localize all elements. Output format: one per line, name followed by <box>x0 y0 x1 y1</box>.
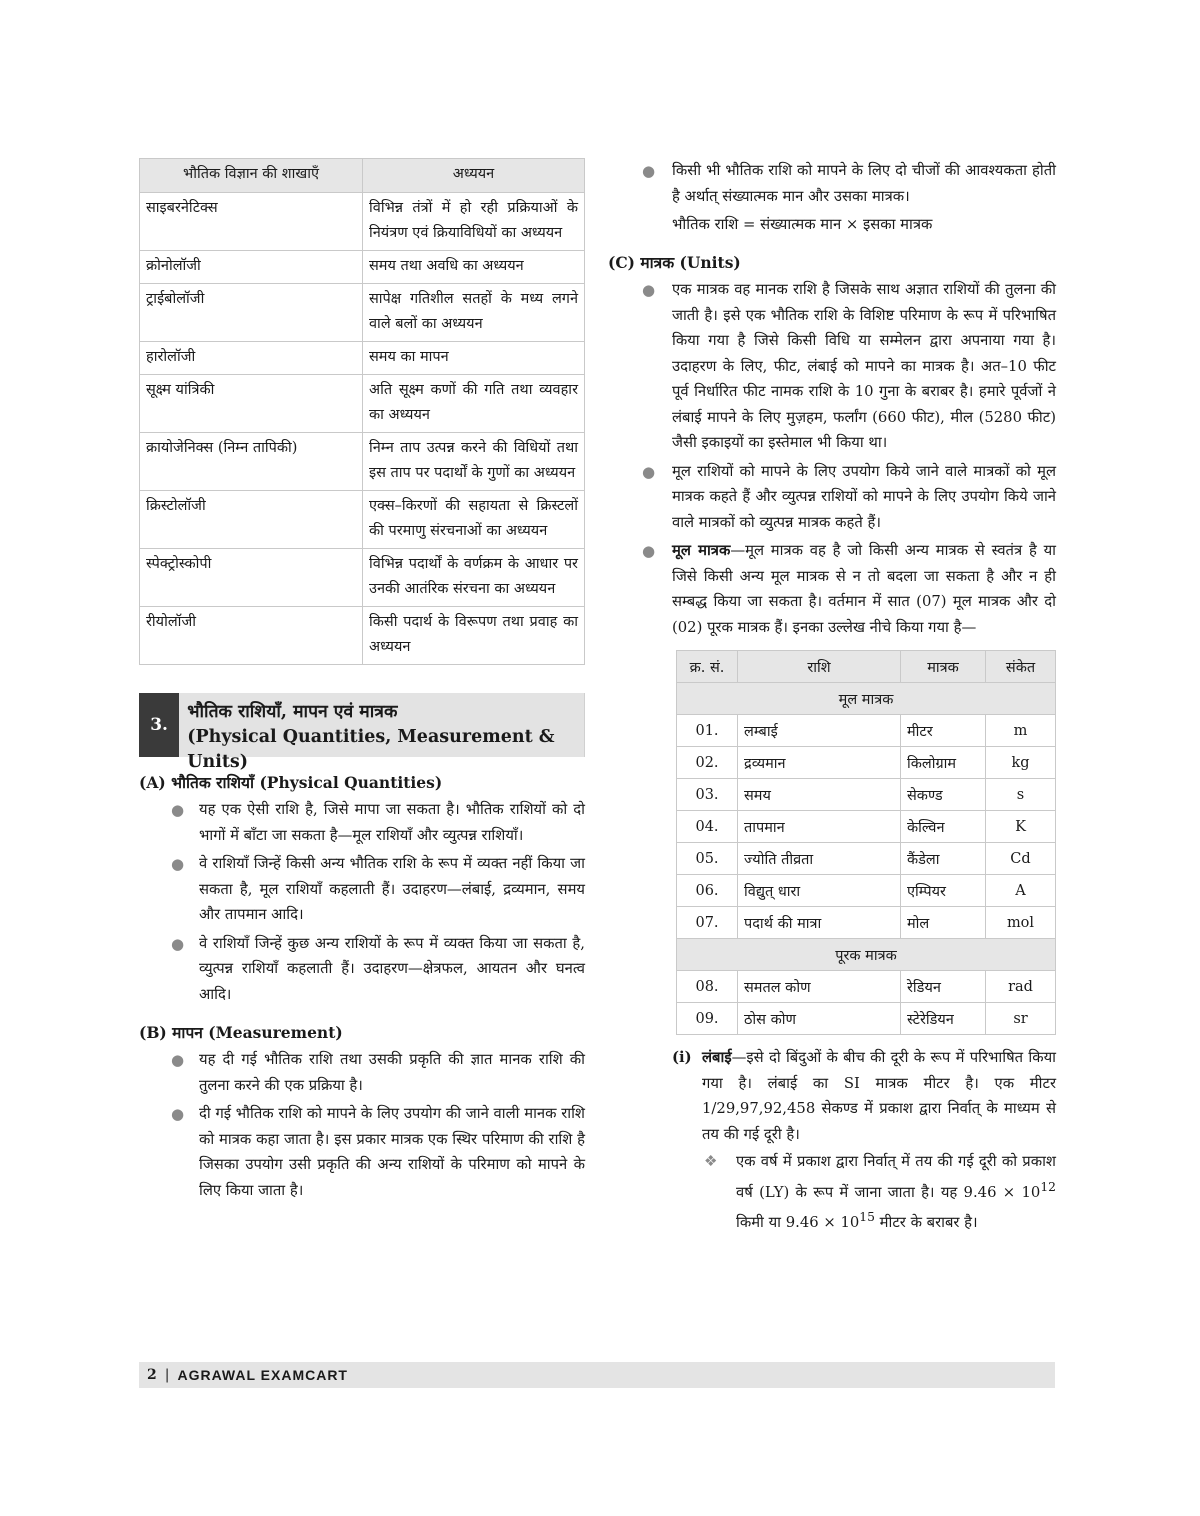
subsection-a-list <box>139 797 585 1007</box>
branch-name: हारोलॉजी <box>140 342 363 375</box>
table-row <box>140 375 585 433</box>
symbol: s <box>986 779 1056 811</box>
branch-study: किसी पदार्थ के विरूपण तथा प्रवाह का अध्ययन <box>363 607 585 665</box>
bullet-text: वे राशियाँ जिन्हें कुछ अन्य राशियों के रूप में व्यक्त किया जा सकता है, व्युत्पन्न राशियाँ कहलाती हैं। उदाहरण—क्षेत्रफल, आयतन और घनत्व आदि। <box>199 934 585 1003</box>
bullet-text: किसी भी भौतिक राशि को मापने के लिए दो चीजों की आवश्यकता होती है अर्थात् संख्यात्मक मान और उसका मात्रक। <box>672 162 1056 205</box>
table-row <box>677 971 1056 1003</box>
table-row <box>677 875 1056 907</box>
column-header: क्र. सं. <box>677 651 738 683</box>
branch-name: क्रिस्टोलॉजी <box>140 491 363 549</box>
bullet-text: मूल राशियों को मापने के लिए उपयोग किये जाने वाले मात्रकों को मूल मात्रक कहते हैं और व्युत्पन्न राशियों को मापने के लिए उपयोग किये जाने वाले मात्रकों को व्युत्पन्न मात्रक कहते हैं। <box>672 462 1056 531</box>
column-header: मात्रक <box>901 651 986 683</box>
symbol: mol <box>986 907 1056 939</box>
quantity: विद्युत् धारा <box>738 875 901 907</box>
note-text-end: मीटर के बराबर है। <box>874 1213 978 1231</box>
bullet-text: एक मात्रक वह मानक राशि है जिसके साथ अज्ञात राशियों की तुलना की जाती है। इसे एक भौतिक राशि के विशिष्ट परिमाण के रूप में परिभाषित किया गया है जिसे किसी विधि या सम्मेलन द्वारा अपनाया गया है। उदाहरण के लिए, फीट, लंबाई को मापने का मात्रक है। अत–10 फीट पूर्व निर्धारित फीट नामक राशि के 10 गुना के बराबर है। हमारे पूर्वजों ने लंबाई मापने के लिए मुज़हम, फर्लांग (660 फीट), मील (5280 फीट) जैसी इकाइयों का इस्तेमाल भी किया था। <box>672 281 1056 451</box>
symbol: K <box>986 811 1056 843</box>
serial: 05. <box>677 843 738 875</box>
item-label: (i) <box>672 1049 692 1066</box>
brand-logo-text: AGRAWAL EXAMCART <box>177 1367 348 1383</box>
branch-study: सापेक्ष गतिशील सतहों के मध्य लगने वाले बलों का अध्ययन <box>363 284 585 342</box>
table-row <box>677 779 1056 811</box>
list-item <box>608 538 1056 640</box>
unit: मीटर <box>901 715 986 747</box>
branch-study: एक्स–किरणों की सहायता से क्रिस्टलों की परमाणु संरचनाओं का अध्ययन <box>363 491 585 549</box>
symbol: m <box>986 715 1056 747</box>
table-row <box>140 433 585 491</box>
unit: स्टेरेडियन <box>901 1003 986 1035</box>
bullet-icon: ● <box>171 1051 185 1069</box>
item-lead: लंबाई <box>702 1049 732 1066</box>
section-heading <box>139 693 585 772</box>
branch-study: विभिन्न पदार्थों के वर्णक्रम के आधार पर उनकी आतंरिक संरचना का अध्ययन <box>363 549 585 607</box>
section-title-english: (Physical Quantities, Measurement & Units) <box>187 727 555 772</box>
subsection-c-heading: (C) मात्रक (Units) <box>608 253 741 272</box>
section-number: 3. <box>139 693 179 757</box>
branch-study: समय तथा अवधि का अध्ययन <box>363 251 585 284</box>
quantity: द्रव्यमान <box>738 747 901 779</box>
serial: 02. <box>677 747 738 779</box>
bullet-icon: ● <box>642 281 656 299</box>
item-text <box>702 1045 1056 1147</box>
group-row <box>677 939 1056 971</box>
symbol: sr <box>986 1003 1056 1035</box>
subsection-b-heading: (B) मापन (Measurement) <box>139 1023 343 1042</box>
bullet-text: यह दी गई भौतिक राशि तथा उसकी प्रकृति की ज्ञात मानक राशि की तुलना करने की एक प्रक्रिया है। <box>199 1051 585 1094</box>
list-item <box>139 1047 585 1098</box>
group-label: मूल मात्रक <box>677 683 1056 715</box>
page-number: 2 <box>147 1367 157 1383</box>
symbol: kg <box>986 747 1056 779</box>
list-item <box>608 158 1056 209</box>
branch-name: रीयोलॉजी <box>140 607 363 665</box>
list-item <box>139 931 585 1008</box>
equation: भौतिक राशि = संख्यात्मक मान × इसका मात्रक <box>672 216 933 233</box>
diamond-bullet-icon: ❖ <box>704 1153 718 1170</box>
table-row <box>140 549 585 607</box>
bullet-text: वे राशियाँ जिन्हें किसी अन्य भौतिक राशि के रूप में व्यक्त नहीं किया जा सकता है, मूल राशियाँ कहलाती हैं। उदाहरण—लंबाई, द्रव्यमान, समय और तापमान आदि। <box>199 855 585 923</box>
light-year-note <box>608 1149 1056 1235</box>
bullet-icon: ● <box>642 162 656 180</box>
table-row <box>677 843 1056 875</box>
table-row <box>677 747 1056 779</box>
symbol: A <box>986 875 1056 907</box>
bullet-icon: ● <box>171 855 185 873</box>
table-row <box>140 342 585 375</box>
serial: 07. <box>677 907 738 939</box>
unit: रेडियन <box>901 971 986 1003</box>
table-row <box>140 284 585 342</box>
bullet-icon: ● <box>171 1105 185 1123</box>
table-row <box>677 715 1056 747</box>
page-footer <box>139 1362 1055 1388</box>
section-title-hindi: भौतिक राशियाँ, मापन एवं मात्रक <box>187 702 398 722</box>
table-row <box>677 1003 1056 1035</box>
serial: 09. <box>677 1003 738 1035</box>
quantity: तापमान <box>738 811 901 843</box>
unit: मोल <box>901 907 986 939</box>
list-item <box>608 277 1056 456</box>
quantity: पदार्थ की मात्रा <box>738 907 901 939</box>
list-item <box>139 1101 585 1203</box>
exponent: 12 <box>1040 1179 1056 1194</box>
table-header-row <box>677 651 1056 683</box>
subsection-c-list <box>608 277 1056 640</box>
unit: किलोग्राम <box>901 747 986 779</box>
subsection-a-heading: (A) भौतिक राशियाँ (Physical Quantities) <box>139 773 443 792</box>
table-row <box>677 811 1056 843</box>
branch-study: समय का मापन <box>363 342 585 375</box>
bullet-icon: ● <box>642 542 656 560</box>
subsection-b-list <box>139 1047 585 1203</box>
bullet-text: यह एक ऐसी राशि है, जिसे मापा जा सकता है। भौतिक राशियों को दो भागों में बाँटा जा सकता है—मूल राशियाँ और व्युत्पन्न राशियाँ। <box>199 801 585 844</box>
length-item <box>608 1045 1056 1147</box>
bullet-text: दी गई भौतिक राशि को मापने के लिए उपयोग की जाने वाली मानक राशि को मात्रक कहा जाता है। इस प्रकार मात्रक एक स्थिर परिमाण की राशि है जिसका उपयोग उसी प्रकृति की अन्य राशियों के परिमाण को मापने के लिए किया जाता है। <box>199 1105 585 1199</box>
table-row <box>140 251 585 284</box>
serial: 01. <box>677 715 738 747</box>
intro-list <box>608 158 1056 209</box>
column-header: संकेत <box>986 651 1056 683</box>
branch-name: ट्राईबोलॉजी <box>140 284 363 342</box>
branch-study: अति सूक्ष्म कणों की गति तथा व्यवहार का अध्ययन <box>363 375 585 433</box>
bullet-icon: ● <box>642 462 656 481</box>
exponent: 15 <box>859 1209 875 1224</box>
table-row <box>140 607 585 665</box>
unit: केल्विन <box>901 811 986 843</box>
branch-study: विभिन्न तंत्रों में हो रही प्रक्रियाओं के नियंत्रण एवं क्रियाविधियों का अध्ययन <box>363 193 585 251</box>
serial: 03. <box>677 779 738 811</box>
list-item <box>608 459 1056 536</box>
units-table <box>676 650 1056 1035</box>
table-row <box>140 193 585 251</box>
quantity: लम्बाई <box>738 715 901 747</box>
branch-name: साइबरनेटिक्स <box>140 193 363 251</box>
note-text-start: एक वर्ष में प्रकाश द्वारा निर्वात् में तय की गई दूरी को प्रकाश वर्ष (LY) के रूप में जाना जाता है। यह 9.46 × 10 <box>736 1153 1056 1201</box>
unit: कैंडेला <box>901 843 986 875</box>
symbol: Cd <box>986 843 1056 875</box>
serial: 08. <box>677 971 738 1003</box>
column-header: भौतिक विज्ञान की शाखाएँ <box>140 159 363 193</box>
branch-name: क्रोनोलॉजी <box>140 251 363 284</box>
table-header-row <box>140 159 585 193</box>
unit: एम्पियर <box>901 875 986 907</box>
bullet-icon: ● <box>171 801 185 819</box>
table-row <box>140 491 585 549</box>
list-item <box>139 851 585 928</box>
column-header: राशि <box>738 651 901 683</box>
group-row <box>677 683 1056 715</box>
right-column <box>608 158 1056 1235</box>
note-text-mid: किमी या 9.46 × 10 <box>736 1213 860 1231</box>
quantity: ज्योति तीव्रता <box>738 843 901 875</box>
group-label: पूरक मात्रक <box>677 939 1056 971</box>
branch-name: स्पेक्ट्रोस्कोपी <box>140 549 363 607</box>
branch-study: निम्न ताप उत्पन्न करने की विधियों तथा इस ताप पर पदार्थों के गुणों का अध्ययन <box>363 433 585 491</box>
serial: 04. <box>677 811 738 843</box>
unit: सेकण्ड <box>901 779 986 811</box>
bullet-text: —मूल मात्रक वह है जो किसी अन्य मात्रक से स्वतंत्र है या जिसे किसी अन्य मूल मात्रक से न तो बदला जा सकता है और न ही सम्बद्ध किया जा सकता है। वर्तमान में सात (07) मूल मात्रक और दो (02) पूरक मात्रक हैं। इनका उल्लेख नीचे किया गया है— <box>672 542 1056 636</box>
left-column <box>139 158 585 1206</box>
serial: 06. <box>677 875 738 907</box>
item-body: —इसे दो बिंदुओं के बीच की दूरी के रूप में परिभाषित किया गया है। लंबाई का SI मात्रक मीटर है। एक मीटर 1/29,97,92,458 सेकण्ड में प्रकाश द्वारा निर्वात् के माध्यम से तय की गई दूरी है। <box>702 1049 1056 1143</box>
column-header: अध्ययन <box>363 159 585 193</box>
quantity: ठोस कोण <box>738 1003 901 1035</box>
symbol: rad <box>986 971 1056 1003</box>
physics-branches-table <box>139 158 585 665</box>
quantity: समतल कोण <box>738 971 901 1003</box>
bullet-icon: ● <box>171 934 185 953</box>
branch-name: क्रायोजेनिक्स (निम्न तापिकी) <box>140 433 363 491</box>
section-title <box>179 693 584 772</box>
list-item <box>139 797 585 848</box>
footer-separator: | <box>164 1367 170 1383</box>
branch-name: सूक्ष्म यांत्रिकी <box>140 375 363 433</box>
quantity: समय <box>738 779 901 811</box>
table-row <box>677 907 1056 939</box>
bold-lead: मूल मात्रक <box>672 542 731 559</box>
